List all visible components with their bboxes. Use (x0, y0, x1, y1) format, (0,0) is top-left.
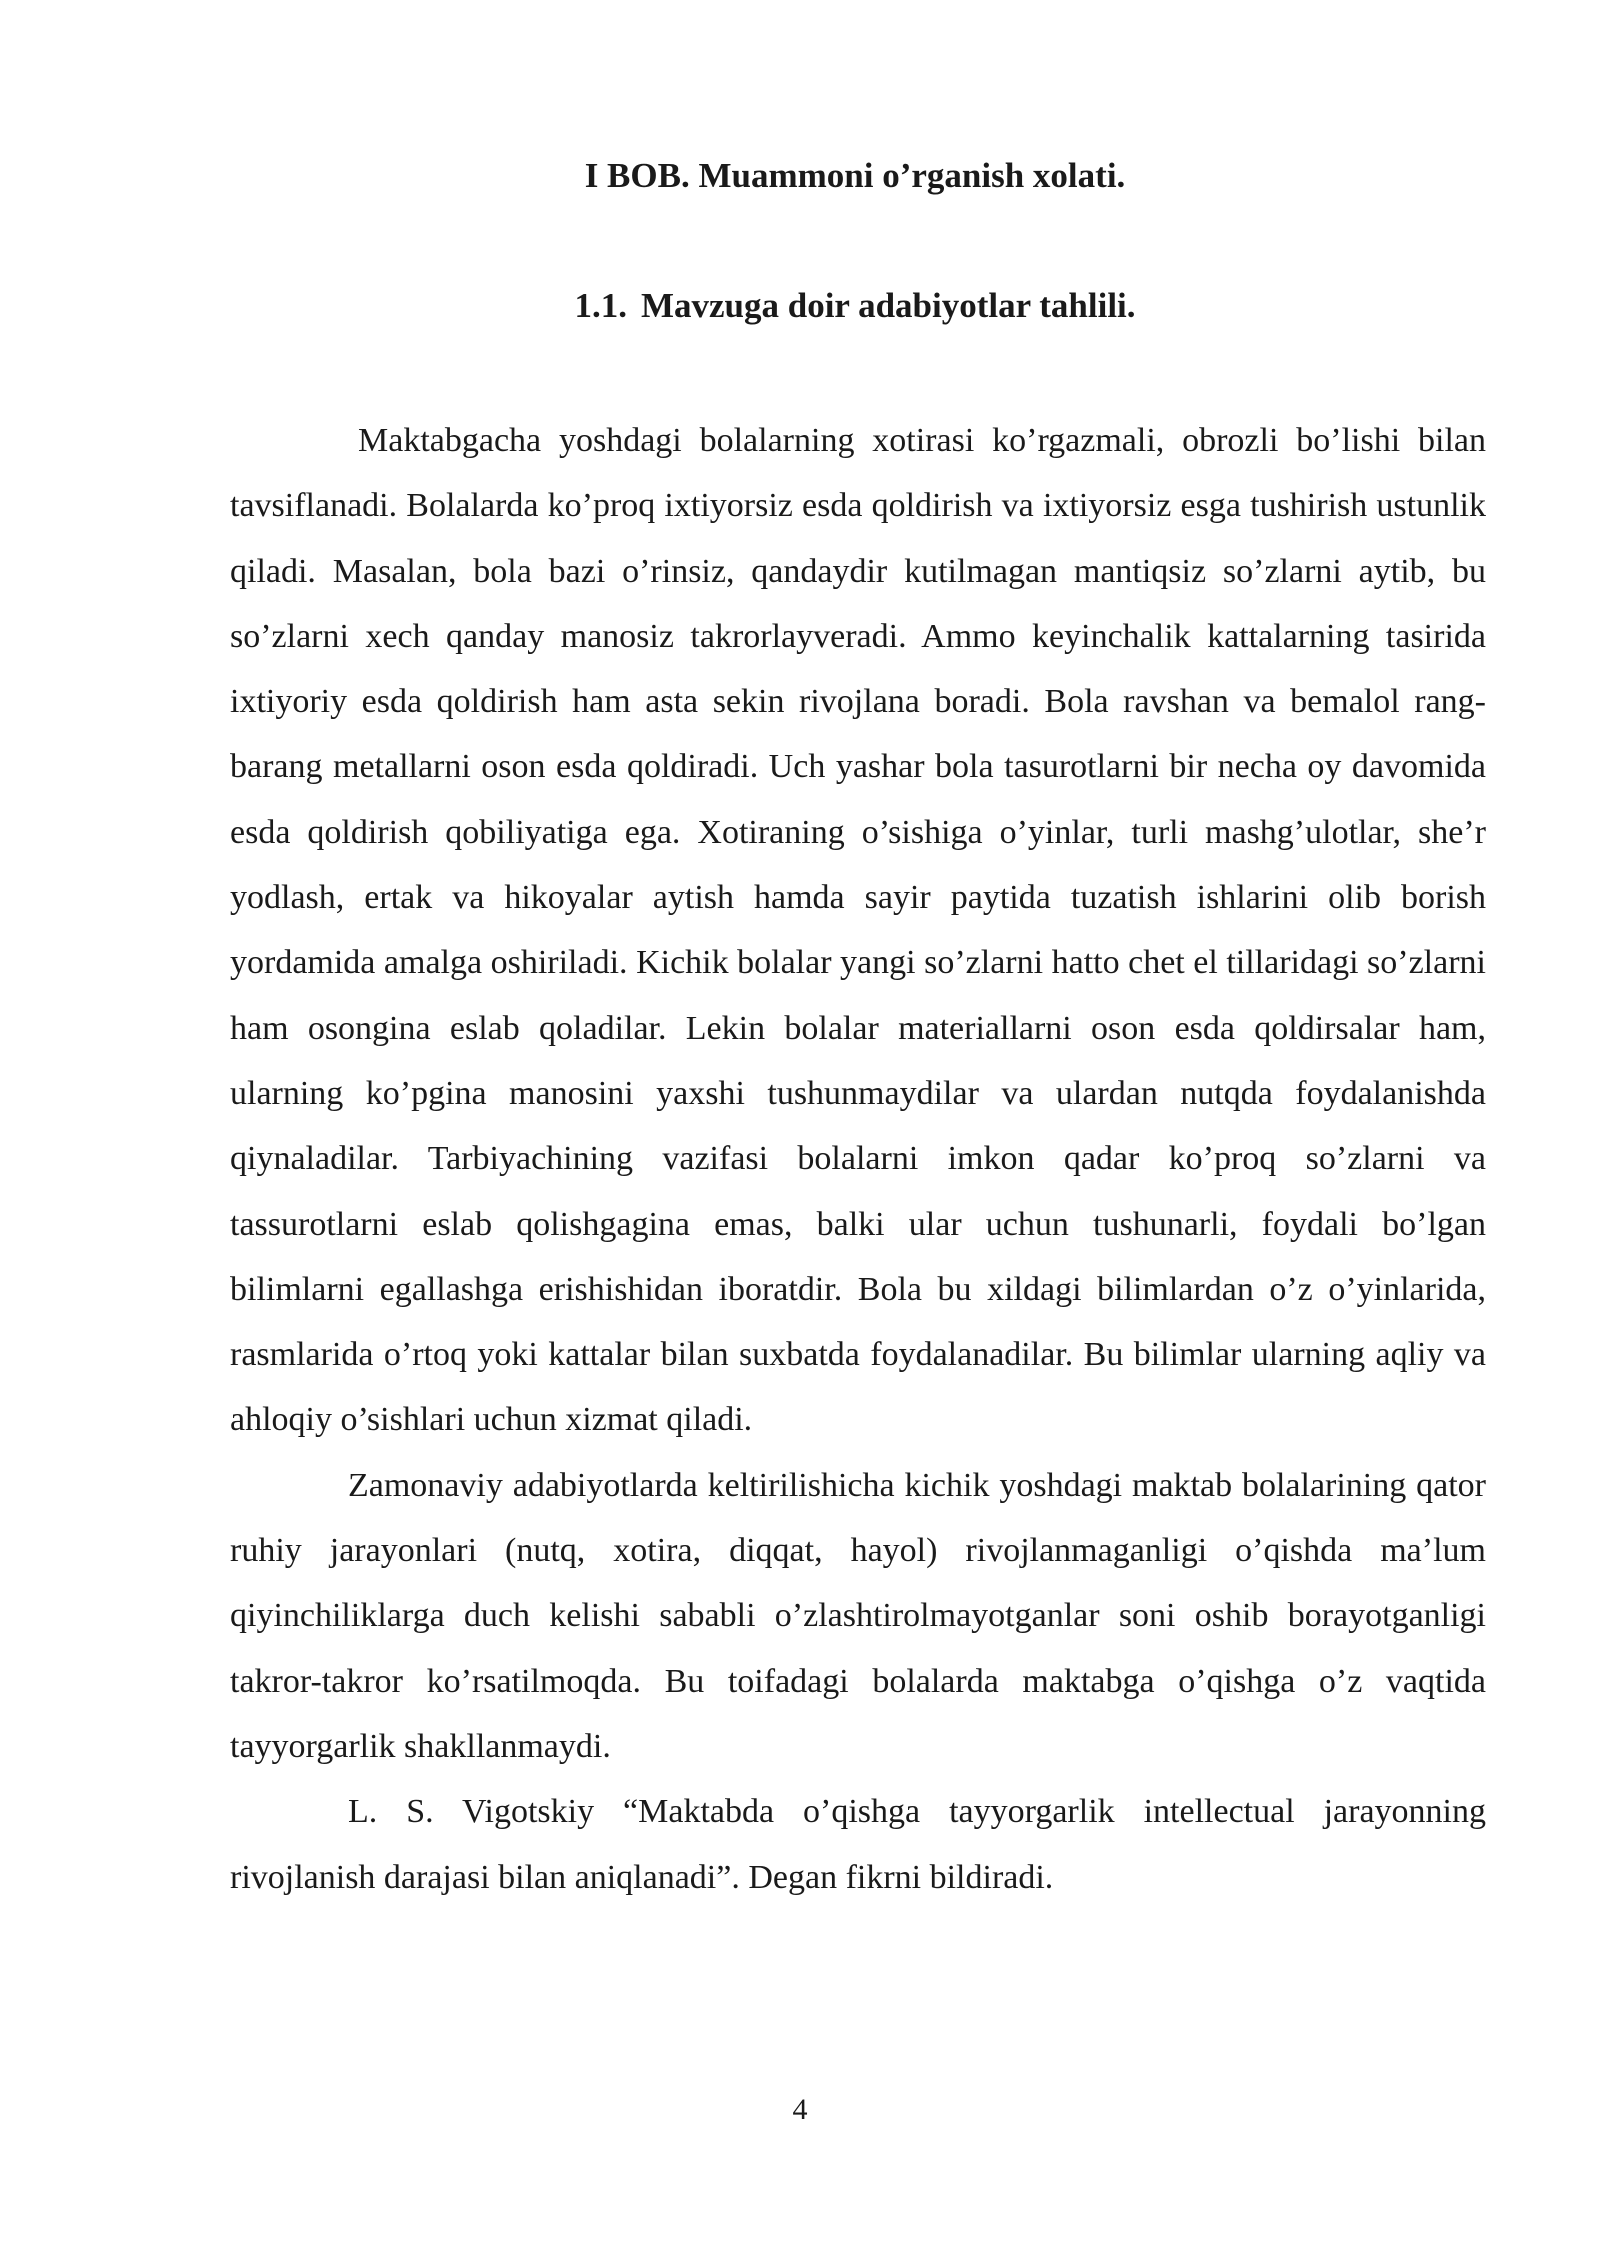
section-title: Mavzuga doir adabiyotlar tahlili. (640, 286, 1136, 325)
section-number: 1.1. (574, 286, 627, 325)
paragraph-3: L. S. Vigotskiy “Maktabda o’qishga tayyorgarlik intellectual jarayonning rivojlanish darajasi bilan aniqlanadi”. Degan fikrni bildiradi. (230, 1793, 1486, 1896)
chapter-title: I BOB. Muammoni o’rganish xolati. (584, 156, 1126, 195)
paragraph-1: Maktabgacha yoshdagi bolalarning xotirasi ko’rgazmali, obrozli bo’lishi bilan tavsiflanadi. Bolalarda ko’proq ixtiyorsiz esda qoldirish va ixtiyorsiz esga tushirish ustunlik qiladi. Masalan, bola bazi o’rinsiz, qandaydir kutilmagan mantiqsiz so’zlarni aytib, bu so’zlarni xech qanday manosiz takrorlayveradi. Ammo keyinchalik kattalarning tasirida ixtiyoriy esda qoldirish ham asta sekin rivojlana boradi. Bola ravshan va bemalol rang-barang metallarni oson esda qoldiradi. Uch yashar bola tasurotlarni bir necha oy davomida esda qoldirish qobiliyatiga ega. Xotiraning o’sishiga o’yinlar, turli mashg’ulotlar, she’r yodlash, ertak va hikoyalar aytish hamda sayir paytida tuzatish ishlarini olib borish yordamida amalga oshiriladi. Kichik bolalar yangi so’zlarni hatto chet el tillaridagi so’zlarni ham osongina eslab qoladilar. Lekin bolalar materiallarni oson esda qoldirsalar ham, ularning ko’pgina manosini yaxshi tushunmaydilar va ulardan nutqda foydalanishda qiynaladilar. Tarbiyachining vazifasi bolalarni imkon qadar ko’proq so’zlarni va tassurotlarni eslab qolishgagina emas, balki ular uchun tushunarli, foydali bo’lgan bilimlarni egallashga erishishidan iboratdir. Bola bu xildagi bilimlardan o’z o’yinlarida, rasmlarida o’rtoq yoki kattalar bilan suxbatda foydalanadilar. Bu bilimlar ularning aqliy va ahloqiy o’sishlari uchun xizmat qiladi. (230, 422, 1486, 1439)
section-heading (0, 282, 1600, 330)
body-text (230, 408, 1486, 1910)
paragraph-2: Zamonaviy adabiyotlarda keltirilishicha kichik yoshdagi maktab bolalarining qator ruhiy jarayonlari (nutq, xotira, diqqat, hayol) rivojlanmaganligi o’qishda ma’lum qiyinchiliklarga duch kelishi sababli o’zlashtirolmayotganlar soni oshib borayotganligi takror-takror ko’rsatilmoqda. Bu toifadagi bolalarda maktabga o’qishga o’z vaqtida tayyorgarlik shakllanmaydi. (230, 1466, 1486, 1765)
page-number: 4 (792, 2093, 808, 2126)
